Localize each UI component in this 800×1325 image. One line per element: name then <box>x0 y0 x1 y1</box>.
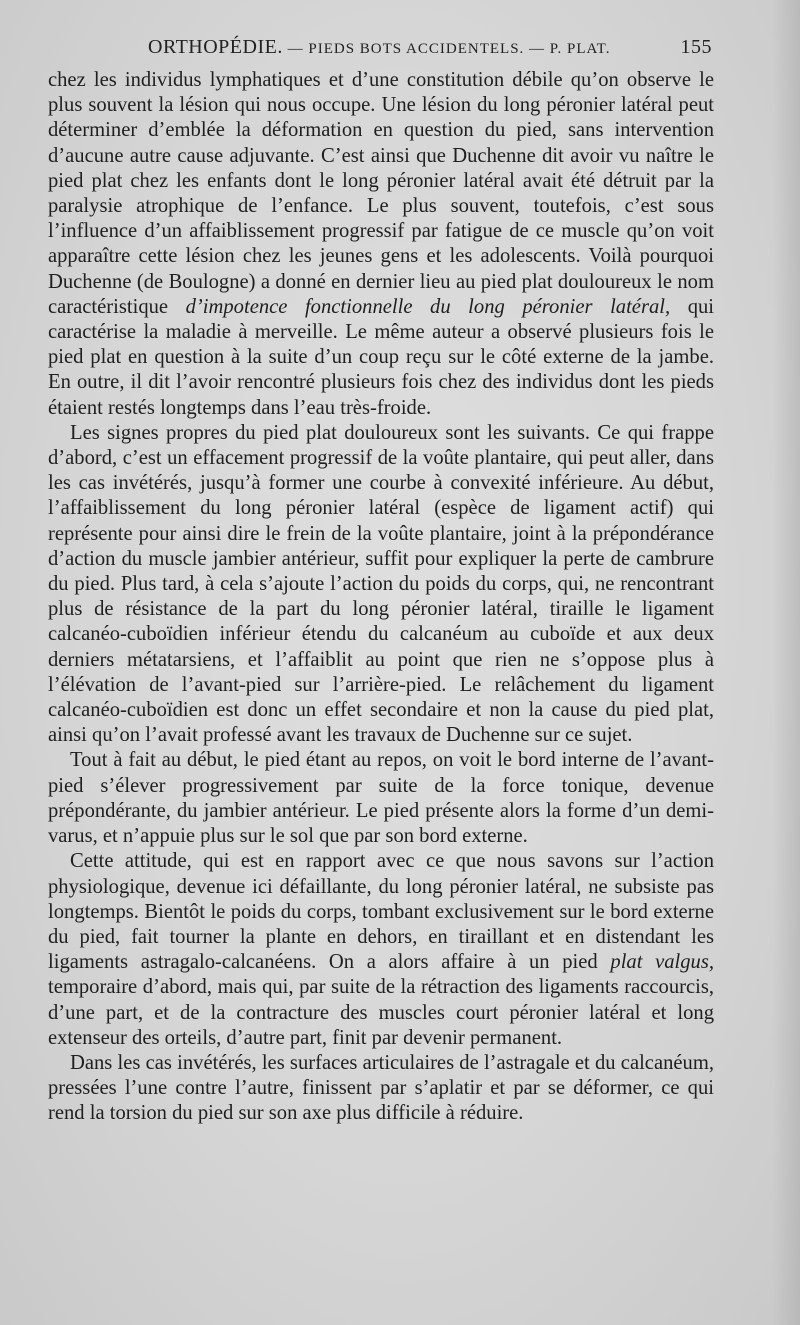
text-run: qui caractérise la maladie à merveille. Le même auteur a observé plusieurs fois le pied plat en question à la suite d’un coup reçu sur le côté externe de la jambe. En outre, il dit l’avoir rencontré plusieurs fois chez des individus dont les pieds étaient restés longtemps dans l’eau très-froide. <box>48 295 715 419</box>
text-run: chez les individus lymphatiques et d’une constitution débile qu’on observe le plus souvent la lésion qui nous occupe. Une lésion du long péronier latéral peut déterminer d’emblée la déformation en question du pied, sans intervention d’aucune autre cause adjuvante. C’est ainsi que Duchenne dit avoir vu naître le pied plat chez les enfants dont le long péronier latéral avait été détruit par la paralysie atrophique de l’enfance. Le plus souvent, toutefois, c’est sous l’influence d’un affaiblissement progressif par fatigue de ce muscle qu’on voit apparaître cette lésion chez les jeunes gens et les adolescents. Voilà pourquoi Duchenne (de Boulogne) a donné en dernier lieu au pied plat douloureux le nom caractéristique <box>48 69 714 318</box>
running-head-section: ORTHOPÉDIE. <box>148 36 283 58</box>
text-run: temporaire d’abord, mais qui, par suite de la rétraction des ligaments raccourcis, d’une part, et de la contracture des muscles court péronier latéral et long extenseur des orteils, d’autre part, finit par devenir permanent. <box>48 976 714 1049</box>
running-head <box>48 36 714 64</box>
italic-phrase: plat valgus, <box>610 951 715 974</box>
text-run: Les signes propres du pied plat douloureux sont les suivants. Ce qui frappe d’abord, c’est un effacement progressif de la voûte plantaire, qui peut aller, dans les cas invétérés, jusqu’à former une courbe à convexité inférieure. Au début, l’affaiblissement du long péronier latéral (espèce de ligament actif) qui représente pour ainsi dire le frein de la voûte plantaire, joint à la prépondérance d’action du muscle jambier antérieur, suffit pour expliquer la perte de cambrure du pied. Plus tard, à cela s’ajoute l’action du poids du corps, qui, ne rencontrant plus de résistance de la part du long péronier latéral, tiraille le ligament calcanéo-cuboïdien inférieur étendu du calcanéum au cuboïde et aux deux derniers métatarsiens, et l’affaiblit au point que rien ne s’oppose plus à l’élévation de l’avant-pied sur l’arrière-pied. Le relâchement du ligament calcanéo-cuboïdien est donc un effet secondaire et non la cause du pied plat, ainsi qu’on l’avait professé avant les travaux de Duchenne sur ce sujet. <box>48 421 714 747</box>
paragraph <box>48 849 714 1051</box>
text-run: Cette attitude, qui est en rapport avec ce que nous savons sur l’action physiologique, devenue ici défaillante, du long péronier latéral, ne subsiste pas longtemps. Bientôt le poids du corps, tombant exclusivement sur le bord externe du pied, fait tourner la plante en dehors, en tiraillant et en distendant les ligaments astragalo-calcanéens. On a alors affaire à un pied <box>48 850 714 974</box>
italic-phrase: d’impotence fonctionnelle du long péronier latéral, <box>185 295 671 318</box>
running-head-subtitle: — PIEDS BOTS ACCIDENTELS. — P. PLAT. <box>282 41 611 57</box>
text-run: Dans les cas invétérés, les surfaces articulaires de l’astragale et du calcanéum, pressées l’une contre l’autre, finissent par s’aplatir et par se déformer, ce qui rend la torsion du pied sur son axe plus difficile à réduire. <box>48 1051 714 1125</box>
page-number: 155 <box>680 36 712 58</box>
page-edge-shadow <box>772 0 800 1325</box>
body-text <box>48 68 714 1127</box>
paragraph <box>48 421 714 749</box>
paragraph <box>48 1051 714 1127</box>
paragraph <box>48 748 714 849</box>
paragraph <box>48 68 714 421</box>
running-head-title <box>148 36 610 59</box>
text-run: Tout à fait au début, le pied étant au repos, on voit le bord interne de l’avant-pied s’élever progressivement par suite de la force tonique, devenue prépondérante, du jambier antérieur. Le pied présente alors la forme d’un demi-varus, et n’appuie plus sur le sol que par son bord externe. <box>48 749 714 848</box>
